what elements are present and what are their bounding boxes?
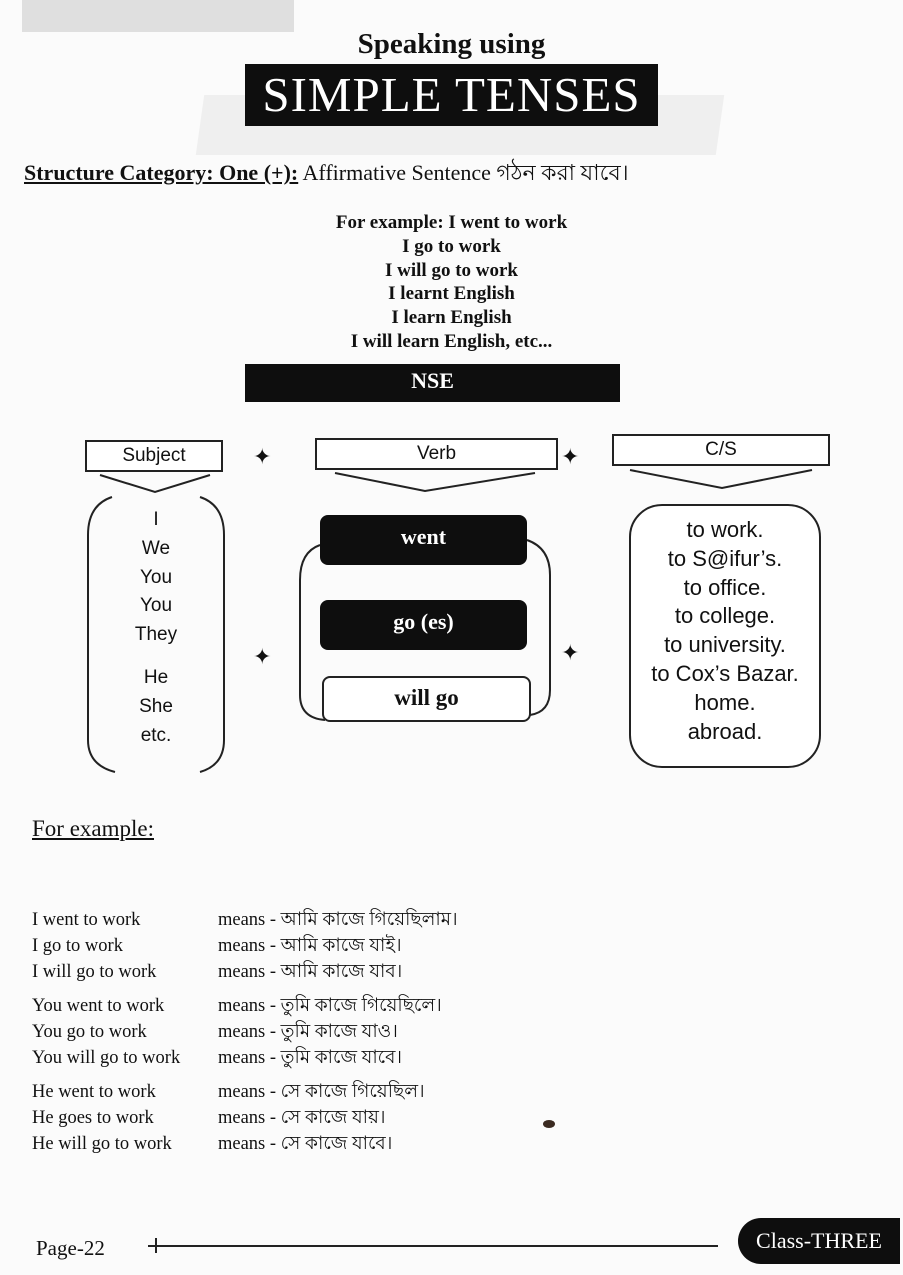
example-english: You will go to work bbox=[32, 1048, 181, 1068]
structure-label: Structure Category: One (+): bbox=[24, 160, 299, 185]
cs-list bbox=[632, 516, 818, 746]
example-english: He will go to work bbox=[32, 1134, 172, 1154]
subject-item: We bbox=[141, 537, 171, 559]
ink-speck bbox=[543, 1120, 555, 1128]
subject-item: She bbox=[139, 695, 173, 717]
subject-item: You bbox=[139, 566, 173, 588]
example-english: You went to work bbox=[32, 996, 165, 1016]
subject-header: Subject bbox=[85, 440, 223, 472]
example-bangla: means - সে কাজে যায়। bbox=[218, 1108, 386, 1128]
plus-icon: ✦ bbox=[253, 644, 272, 669]
verb-header: Verb bbox=[315, 438, 558, 470]
subject-arrow bbox=[100, 475, 210, 492]
cs-item: to office. bbox=[683, 574, 767, 600]
example-english: He goes to work bbox=[32, 1108, 154, 1128]
example-english: I will go to work bbox=[32, 962, 157, 982]
example-line: I go to work bbox=[402, 235, 501, 257]
example-bangla: means - আমি কাজে যাব। bbox=[218, 962, 403, 982]
footer-rule bbox=[148, 1245, 718, 1247]
example-line: For example: I went to work bbox=[335, 212, 568, 233]
subject-item: They bbox=[134, 624, 178, 646]
verb-go: go (es) bbox=[320, 600, 527, 650]
cs-item: to college. bbox=[674, 603, 776, 629]
page-number: Page-22 bbox=[36, 1236, 105, 1260]
plus-icon: ✦ bbox=[253, 444, 272, 469]
cs-arrow bbox=[630, 470, 812, 488]
example-english: He went to work bbox=[32, 1082, 156, 1102]
subject-item: I bbox=[153, 509, 159, 530]
cs-item: to university. bbox=[664, 632, 786, 658]
subject-item: etc. bbox=[140, 724, 172, 746]
verb-arrow bbox=[335, 473, 535, 491]
plus-icon: ✦ bbox=[561, 640, 580, 665]
cs-item: to work. bbox=[686, 517, 764, 542]
for-example-heading: For example: bbox=[32, 816, 154, 841]
example-line: I will go to work bbox=[385, 259, 518, 281]
example-row bbox=[32, 957, 402, 988]
example-bangla: means - তুমি কাজে যাবে। bbox=[218, 1048, 403, 1068]
class-badge: Class-THREE bbox=[738, 1218, 900, 1264]
verb-will-go: will go bbox=[322, 676, 531, 722]
cs-item: to Cox’s Bazar. bbox=[651, 660, 799, 686]
example-line: I will learn English, etc... bbox=[350, 330, 553, 352]
page-title: Speaking using bbox=[357, 28, 546, 60]
verb-went: went bbox=[320, 515, 527, 565]
example-bangla: means - আমি কাজে যাই। bbox=[218, 936, 402, 956]
example-line: I learnt English bbox=[388, 283, 515, 305]
subject-list bbox=[96, 506, 216, 750]
example-row bbox=[32, 1129, 392, 1160]
subject-item: He bbox=[143, 666, 169, 688]
example-bangla: means - আমি কাজে গিয়েছিলাম। bbox=[218, 910, 458, 930]
example-line: I learn English bbox=[391, 307, 512, 329]
example-english: I go to work bbox=[32, 936, 123, 956]
example-bangla: means - সে কাজে যাবে। bbox=[218, 1134, 393, 1154]
footer-rule-tick bbox=[155, 1238, 157, 1253]
cs-item: abroad. bbox=[687, 718, 763, 744]
cs-item: to S@ifur’s. bbox=[667, 545, 783, 571]
structure-text: Affirmative Sentence গঠন করা যাবে। bbox=[302, 160, 629, 185]
example-row bbox=[32, 1043, 402, 1074]
cs-header: C/S bbox=[612, 434, 830, 466]
cs-item: home. bbox=[694, 689, 756, 715]
example-bangla: means - তুমি কাজে গিয়েছিলে। bbox=[218, 996, 442, 1016]
example-english: You go to work bbox=[32, 1022, 147, 1042]
plus-icon: ✦ bbox=[561, 444, 580, 469]
example-bangla: means - তুমি কাজে যাও। bbox=[218, 1022, 398, 1042]
example-english: I went to work bbox=[32, 910, 141, 930]
example-bangla: means - সে কাজে গিয়েছিল। bbox=[218, 1082, 425, 1102]
page-subtitle-banner: SIMPLE TENSES bbox=[245, 64, 658, 126]
nse-banner: NSE bbox=[245, 364, 620, 402]
subject-item: You bbox=[139, 595, 173, 617]
